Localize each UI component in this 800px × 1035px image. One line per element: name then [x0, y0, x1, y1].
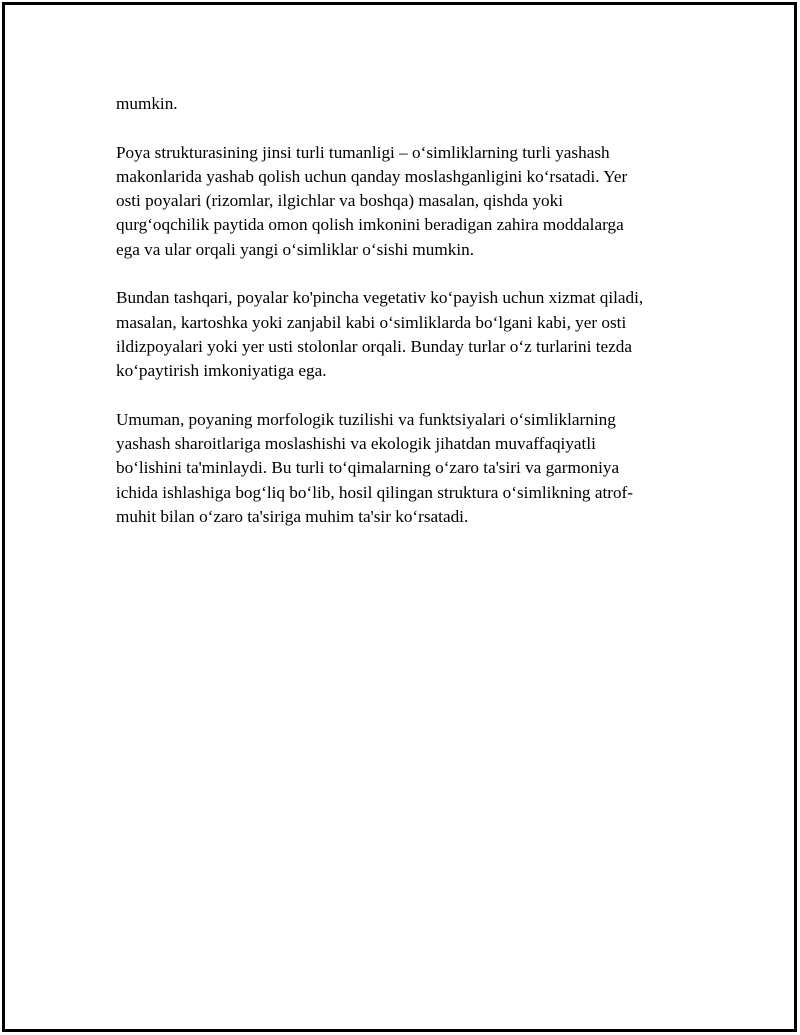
text-line: Poya strukturasining jinsi turli tumanligi – oʻsimliklarning turli yashash: [116, 142, 610, 162]
paragraph-2: [116, 141, 686, 262]
text-line: mumkin.: [116, 94, 178, 113]
paragraph-3: [116, 286, 686, 383]
text-line: yashash sharoitlariga moslashishi va ekologik jihatdan muvaffaqiyatli: [116, 434, 596, 454]
text-line: Bundan tashqari, poyalar ko'pincha vegetativ koʻpayish uchun xizmat qiladi,: [116, 288, 644, 308]
text-line: ildizpoyalari yoki yer usti stolonlar orqali. Bunday turlar oʻz turlarini tezda: [116, 336, 632, 356]
document-body: [116, 92, 686, 554]
text-line: koʻpaytirish imkoniyatiga ega.: [116, 361, 327, 381]
paragraph-1: [116, 92, 686, 116]
text-line: masalan, kartoshka yoki zanjabil kabi oʻsimliklarda boʻlgani kabi, yer osti: [116, 312, 627, 332]
text-line: qurgʻoqchilik paytida omon qolish imkonini beradigan zahira moddalarga: [116, 215, 624, 235]
text-line: muhit bilan oʻzaro ta'siriga muhim ta'sir koʻrsatadi.: [116, 507, 469, 527]
text-line: ega va ular orqali yangi oʻsimliklar oʻsishi mumkin.: [116, 239, 475, 259]
paragraph-4: [116, 408, 686, 529]
text-line: makonlarida yashab qolish uchun qanday moslashganligini koʻrsatadi. Yer: [116, 166, 628, 186]
text-line: ichida ishlashiga bogʻliq boʻlib, hosil qilingan struktura oʻsimlikning atrof-: [116, 482, 633, 502]
text-line: osti poyalari (rizomlar, ilgichlar va boshqa) masalan, qishda yoki: [116, 191, 564, 211]
text-line: Umuman, poyaning morfologik tuzilishi va funktsiyalari oʻsimliklarning: [116, 409, 616, 429]
text-line: boʻlishini ta'minlaydi. Bu turli toʻqimalarning oʻzaro ta'siri va garmoniya: [116, 458, 620, 478]
